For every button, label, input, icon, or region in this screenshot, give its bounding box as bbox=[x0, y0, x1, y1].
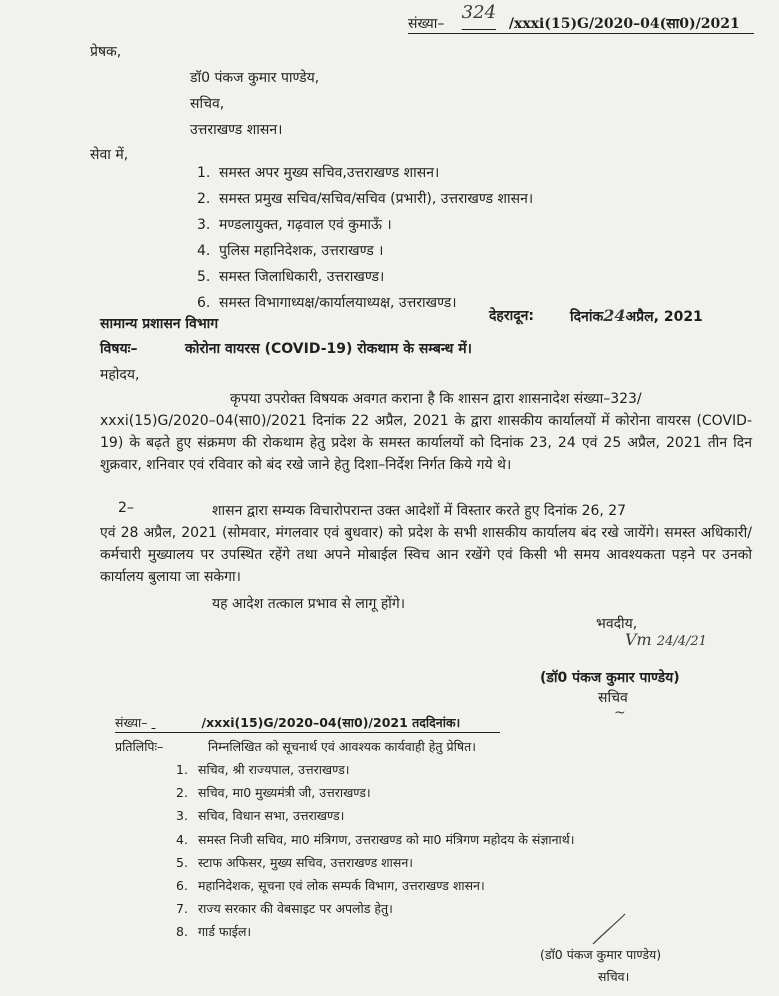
copy-intro: निम्नलिखित को सूचनार्थ एवं आवश्यक कार्यवाही हेतु प्रेषित। bbox=[208, 739, 476, 754]
initial-mark: ~ bbox=[614, 705, 626, 721]
signature bbox=[625, 630, 707, 649]
list-item: 3. मण्डलायुक्त, गढ़वाल एवं कुमाऊँ । bbox=[197, 217, 392, 233]
paragraph-2-number: 2– bbox=[118, 500, 134, 516]
copy-designation: सचिव। bbox=[598, 969, 630, 984]
reference-number bbox=[408, 2, 740, 33]
reference-prefix: संख्या– bbox=[408, 16, 445, 32]
subject-text: कोरोना वायरस (COVID-19) रोकथाम के सम्बन्ध में। bbox=[185, 341, 472, 357]
list-item: 4. पुलिस महानिदेशक, उत्तराखण्ड । bbox=[197, 243, 384, 259]
paragraph-1-lead: कृपया उपरोक्त विषयक अवगत कराना है कि शासन द्वारा शासनादेश संख्या–323/ bbox=[230, 391, 642, 407]
sender-label: प्रेषक, bbox=[90, 44, 122, 60]
place: देहरादून: bbox=[489, 308, 535, 324]
recipients-label: सेवा में, bbox=[90, 147, 129, 163]
list-item: 4. समस्त निजी सचिव, मा0 मंत्रिगण, उत्तराखण्ड को मा0 मंत्रिगण महोदय के संज्ञानार्थ। bbox=[176, 831, 575, 847]
list-item: 6. महानिदेशक, सूचना एवं लोक सम्पर्क विभाग, उत्तराखण्ड शासन। bbox=[176, 878, 485, 894]
closing-designation: सचिव bbox=[598, 690, 628, 706]
copy-reference-underline bbox=[115, 732, 500, 733]
copy-name: (डॉ0 पंकज कुमार पाण्डेय) bbox=[540, 947, 662, 962]
sender-designation: सचिव, bbox=[190, 96, 225, 112]
salutation: महोदय, bbox=[100, 367, 140, 383]
reference-underline bbox=[408, 33, 754, 34]
paragraph-3: यह आदेश तत्काल प्रभाव से लागू होंगे। bbox=[212, 596, 406, 612]
list-item: 1. सचिव, श्री राज्यपाल, उत्तराखण्ड। bbox=[176, 762, 350, 777]
list-item: 2. सचिव, मा0 मुख्यमंत्री जी, उत्तराखण्ड। bbox=[176, 785, 371, 801]
list-item: 5. स्टाफ अफिसर, मुख्य सचिव, उत्तराखण्ड शासन। bbox=[176, 854, 414, 870]
reference-suffix: /xxxi(15)G/2020–04(सा0)/2021 bbox=[508, 16, 740, 32]
list-item: 8. गार्ड फाईल। bbox=[176, 924, 252, 940]
paragraph-1: xxxi(15)G/2020–04(सा0)/2021 दिनांक 22 अप्रैल, 2021 के द्वारा शासकीय कार्यालयों में कोरोना वायरस (COVID-19) के बढ़ते हुए संक्रमण की रोकथाम हेतु प्रदेश के समस्त कार्यालयों को दिनांक 23, 24 एवं 25 अप्रैल, 2021 तीन दिन शुक्रवार, शनिवार एवं रविवार को बंद रखे जाने हेतु दिशा–निर्देश निर्गत किये गये थे। bbox=[100, 413, 752, 473]
list-item: 3. सचिव, विधान सभा, उत्तराखण्ड। bbox=[176, 808, 345, 824]
signature-initials: Vm bbox=[625, 630, 652, 649]
copy-signature-stroke bbox=[585, 910, 635, 950]
list-item: 2. समस्त प्रमुख सचिव/सचिव/सचिव (प्रभारी), उत्तराखण्ड शासन। bbox=[197, 191, 534, 207]
handwritten-reference: 324 bbox=[461, 2, 497, 23]
closing-name: (डॉ0 पंकज कुमार पाण्डेय) bbox=[540, 670, 680, 686]
paragraph-2-lead: शासन द्वारा सम्यक विचारोपरान्त उक्त आदेशों में विस्तार करते हुए दिनांक 26, 27 bbox=[212, 503, 627, 519]
copy-label: प्रतिलिपिः– bbox=[115, 739, 164, 754]
paragraph-2: एवं 28 अप्रैल, 2021 (सोमवार, मंगलवार एवं बुधवार) को प्रदेश के सभी शासकीय कार्यालय बंद रखे जायेंगे। समस्त अधिकारी/कर्मचारी मुख्यालय पर उपस्थित रहेंगे तथा अपने मोबाईल स्विच आन रखेंगे एवं किसी भी समय आवश्यकता पड़ने पर उनको कार्यालय बुलाया जा सकेगा। bbox=[100, 525, 752, 585]
handwritten-date: 24 bbox=[603, 306, 626, 325]
date: दिनांक24अप्रैल, 2021 bbox=[570, 306, 703, 325]
subject-label: विषयः– bbox=[100, 341, 138, 357]
closing-yours: भवदीय, bbox=[596, 616, 638, 632]
list-item: 1. समस्त अपर मुख्य सचिव,उत्तराखण्ड शासन। bbox=[197, 165, 440, 181]
recipient-list bbox=[197, 160, 533, 316]
list-item: 5. समस्त जिलाधिकारी, उत्तराखण्ड। bbox=[197, 269, 385, 285]
list-item: 7. राज्य सरकार की वेबसाइट पर अपलोड हेतु। bbox=[176, 901, 393, 917]
copy-reference: संख्या– /xxxi(15)G/2020–04(सा0)/2021 तददिनांक। bbox=[115, 715, 461, 730]
department: सामान्य प्रशासन विभाग bbox=[100, 316, 219, 332]
sender-office: उत्तराखण्ड शासन। bbox=[190, 122, 283, 138]
copy-list bbox=[176, 758, 575, 944]
list-item: 6. समस्त विभागाध्यक्ष/कार्यालयाध्यक्ष, उत्तराखण्ड। bbox=[197, 295, 457, 311]
sender-name: डॉ0 पंकज कुमार पाण्डेय, bbox=[190, 70, 320, 86]
signature-date: 24/4/21 bbox=[656, 634, 707, 649]
